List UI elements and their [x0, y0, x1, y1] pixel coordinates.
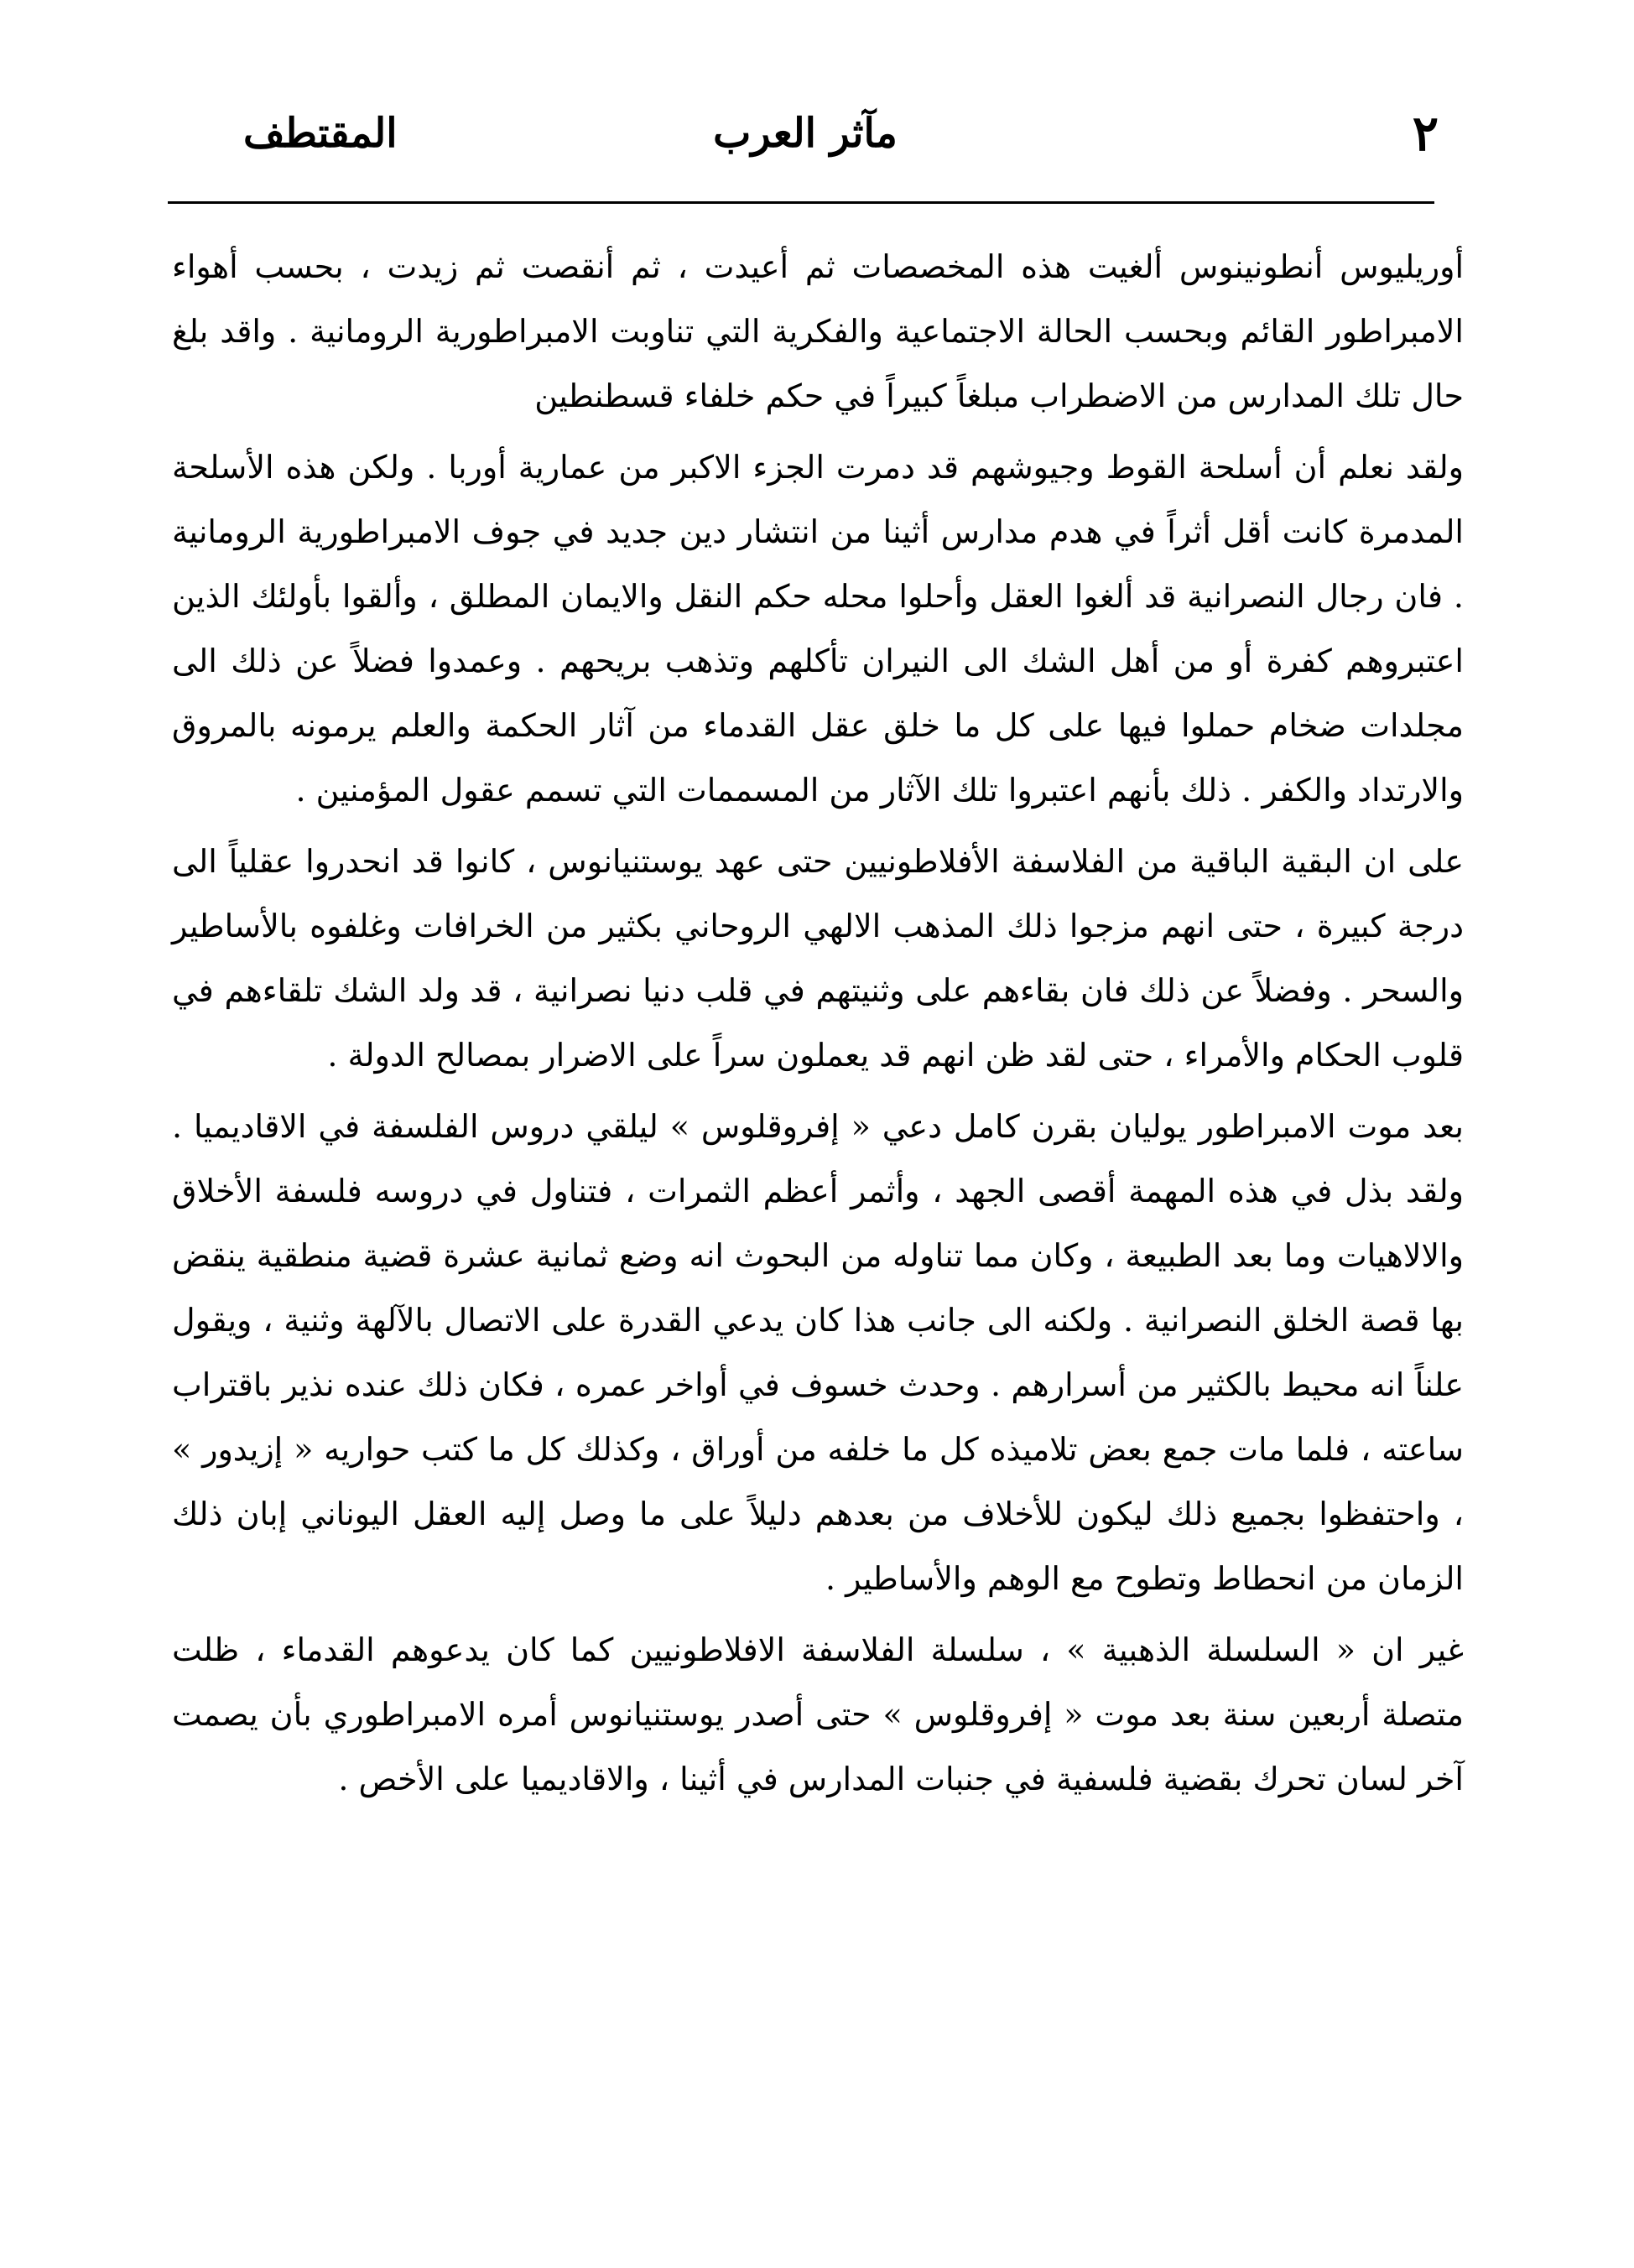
- header-divider: [168, 201, 1434, 204]
- paragraph-4: بعد موت الامبراطور يوليان بقرن كامل دعي « إفروقلوس » ليلقي دروس الفلسفة في الاقاديميا . ولقد بذل في هذه المهمة أقصى الجهد ، وأثمر أعظم الثمرات ، فتناول في دروسه فلسفة الأخلاق والالاهيات وما بعد الطبيعة ، وكان مما تناوله من البحوث انه وضع ثمانية عشرة قضية منطقية ينقض بها قصة الخلق النصرانية . ولكنه الى جانب هذا كان يدعي القدرة على الاتصال بالآلهة وثنية ، ويقول علناً انه محيط بالكثير من أسرارهم . وحدث خسوف في أواخر عمره ، فكان ذلك عنده نذير باقتراب ساعته ، فلما مات جمع بعض تلاميذه كل ما خلفه من أوراق ، وكذلك كل ما كتب حواريه « إزيدور » ، واحتفظوا بجميع ذلك ليكون للأخلاف من بعدهم دليلاً على ما وصل إليه العقل اليوناني إبان ذلك الزمان من انحطاط وتطوح مع الوهم والأساطير .: [172, 1108, 1464, 1597]
- journal-name: المقتطف: [243, 110, 398, 157]
- page-header: [164, 105, 1447, 180]
- paragraph-2: ولقد نعلم أن أسلحة القوط وجيوشهم قد دمرت الجزء الاكبر من عمارية أوربا . ولكن هذه الأسلحة المدمرة كانت أقل أثراً في هدم مدارس أثينا من انتشار دين جديد في جوف الامبراطورية الرومانية . فان رجال النصرانية قد ألغوا العقل وأحلوا محله حكم النقل والايمان المطلق ، وألقوا بأولئك الذين اعتبروهم كفرة أو من أهل الشك الى النيران تأكلهم وتذهب بريحهم . وعمدوا فضلاً عن ذلك الى مجلدات ضخام حملوا فيها على كل ما خلق عقل القدماء من آثار الحكمة والعلم يرمونه بالمروق والارتداد والكفر . ذلك بأنهم اعتبروا تلك الآثار من المسممات التي تسمم عقول المؤمنين .: [172, 449, 1464, 809]
- paragraph-5: غير ان « السلسلة الذهبية » ، سلسلة الفلاسفة الافلاطونيين كما كان يدعوهم القدماء ، ظلت متصلة أربعين سنة بعد موت « إفروقلوس » حتى أصدر يوستنيانوس أمره الامبراطوري بأن يصمت آخر لسان تحرك بقضية فلسفية في جنبات المدارس في أثينا ، والاقاديميا على الأخص .: [172, 1631, 1464, 1797]
- page-number: ٢: [1412, 105, 1439, 162]
- paragraph-1: أوريليوس أنطونينوس ألغيت هذه المخصصات ثم أعيدت ، ثم أنقصت ثم زيدت ، بحسب أهواء الامبراطور القائم وبحسب الحالة الاجتماعية والفكرية التي تناوبت الامبراطورية الرومانية . واقد بلغ حال تلك المدارس من الاضطراب مبلغاً كبيراً في حكم خلفاء قسطنطين: [172, 248, 1464, 414]
- running-title: مآثر العرب: [713, 110, 898, 157]
- article-body: [172, 235, 1464, 1818]
- paragraph-3: على ان البقية الباقية من الفلاسفة الأفلاطونيين حتى عهد يوستنيانوس ، كانوا قد انحدروا عقلياً الى درجة كبيرة ، حتى انهم مزجوا ذلك المذهب الالهي الروحاني بكثير من الخرافات وغلفوه بالأساطير والسحر . وفضلاً عن ذلك فان بقاءهم على وثنيتهم في قلب دنيا نصرانية ، قد ولد الشك تلقاءهم في قلوب الحكام والأمراء ، حتى لقد ظن انهم قد يعملون سراً على الاضرار بمصالح الدولة .: [172, 843, 1465, 1074]
